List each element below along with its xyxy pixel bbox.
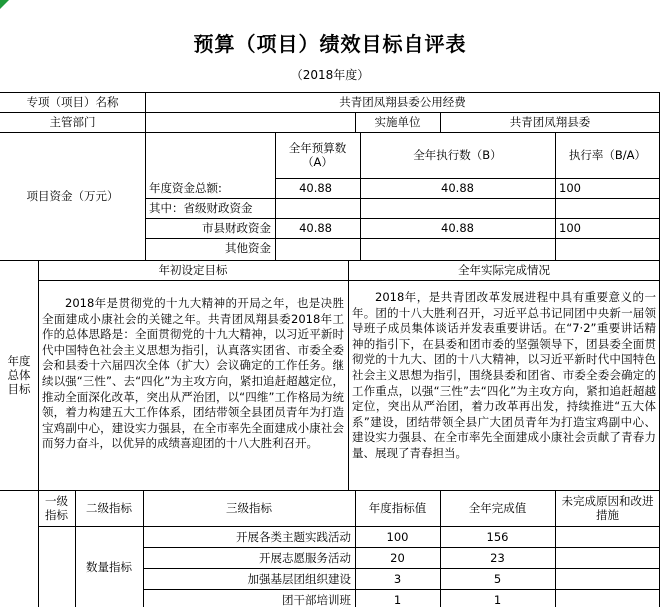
goals-set-header: 年初设定目标 bbox=[158, 263, 228, 277]
dept-value bbox=[145, 112, 355, 132]
indicator-target: 100 bbox=[386, 529, 409, 544]
funds-row-label: 其他资金 bbox=[225, 241, 271, 255]
indicator-actual: 1 bbox=[493, 592, 502, 607]
funds-col-budget: 全年预算数（A） bbox=[288, 141, 347, 169]
indicator-name: 团干部培训班 bbox=[282, 592, 351, 607]
funds-row-exec bbox=[360, 198, 555, 218]
funds-col-exec: 全年执行数（B） bbox=[413, 148, 502, 162]
indicator-actual: 156 bbox=[486, 529, 509, 544]
indicator-reason bbox=[555, 568, 660, 589]
ind-group-label: 数量指标 bbox=[86, 559, 132, 574]
funds-label: 项目资金（万元） bbox=[26, 189, 119, 203]
funds-row-label: 年度资金总额: bbox=[149, 181, 222, 195]
form-year: （2018年度） bbox=[290, 68, 370, 82]
funds-row-exec: 40.88 bbox=[441, 221, 474, 235]
indicator-name: 开展各类主题实践活动 bbox=[236, 529, 351, 544]
funds-row-rate bbox=[555, 238, 660, 258]
indicator-actual: 23 bbox=[490, 550, 505, 565]
goals-set-text: 2018年是贯彻党的十九大精神的开局之年，也是决胜全面建成小康社会的关键之年。共青团凤翔县委2018年工作的总体思路是：全面贯彻党的十九大精神，以习近平新时代中国特色社会主义思想为指引，认真落实团省、市委全委会和县委十六届四次全体（扩大）会议确定的工作任务。继续以强“三性”、去“四化”为主攻方向，紧扣追赶超越定位，推动全面深化改革，突出从严治团，以“四维”工作格局为统领，着力构建五大工作体系，团结带领全县团员青年为打造宝鸡副中心，建设实力强县，在全市率先全面建成小康社会而努力奋斗，以优异的成绩喜迎团的十八大胜利召开。 bbox=[42, 296, 344, 451]
funds-row-budget: 40.88 bbox=[299, 181, 332, 195]
funds-row-label: 其中：省级财政资金 bbox=[149, 201, 253, 215]
dept-label: 主管部门 bbox=[49, 115, 96, 129]
indicator-reason bbox=[555, 526, 660, 547]
project-name-label: 专项（项目）名称 bbox=[26, 95, 119, 109]
cell-corner-marker bbox=[0, 0, 9, 9]
grid-line bbox=[38, 280, 660, 281]
ind-col-target: 年度指标值 bbox=[368, 501, 427, 515]
goals-done-text: 2018年，是共青团改革发展进程中具有重要意义的一年。团的十八大胜利召开，习近平总书记同团中央新一届领导班子成员集体谈话并发表重要讲话。在“7·2”重要讲话精神的指引下，在县委和团市委的坚强领导下，团县委全面贯彻党的十九大、团的十八大精神，以习近平新时代中国特色社会主义思想为指引，围绕县委和团省、市委全委会确定的工作重点，以强“三性”去“四化”为主攻方向，紧扣追赶超越定位，突出从严治团，着力改革再出发，持续推进“五大体系”建设，团结带领全县广大团员青年为打造宝鸡副中心、建设实力强县、在全市率先全面建成小康社会贡献了青春力量、展现了青春担当。 bbox=[352, 290, 656, 460]
ind-col-level3: 三级指标 bbox=[226, 501, 272, 515]
ind-col-level1: 一级指标 bbox=[45, 494, 68, 522]
funds-col-rate: 执行率（B/A） bbox=[568, 148, 647, 162]
funds-row-rate: 100 bbox=[559, 221, 581, 235]
impl-label: 实施单位 bbox=[374, 115, 421, 129]
indicator-target: 20 bbox=[390, 550, 405, 565]
indicator-target: 3 bbox=[393, 571, 402, 586]
indicator-name: 开展志愿服务活动 bbox=[259, 550, 351, 565]
project-name-value: 共青团凤翔县委公用经费 bbox=[339, 95, 466, 109]
funds-row-budget bbox=[275, 238, 360, 258]
funds-row-exec: 40.88 bbox=[441, 181, 474, 195]
funds-row-label: 市县财政资金 bbox=[202, 221, 271, 235]
funds-row-budget bbox=[275, 198, 360, 218]
goals-done-header: 全年实际完成情况 bbox=[458, 263, 550, 277]
funds-row-rate bbox=[555, 198, 660, 218]
ind-col-level2: 二级指标 bbox=[86, 501, 132, 515]
indicator-reason bbox=[555, 547, 660, 568]
funds-row-exec bbox=[360, 238, 555, 258]
funds-row-rate: 100 bbox=[559, 181, 581, 195]
indicator-name: 加强基层团组织建设 bbox=[247, 571, 351, 586]
ind-col-reason: 未完成原因和改进措施 bbox=[561, 494, 654, 522]
funds-row-budget: 40.88 bbox=[299, 221, 332, 235]
grid-line bbox=[38, 260, 39, 607]
form-title: 预算（项目）绩效目标自评表 bbox=[193, 32, 467, 56]
indicator-actual: 5 bbox=[493, 571, 502, 586]
impl-value: 共青团凤翔县委 bbox=[509, 115, 591, 129]
ind-col-actual: 全年完成值 bbox=[468, 501, 527, 515]
grid-line bbox=[348, 260, 349, 490]
indicator-target: 1 bbox=[393, 592, 402, 607]
goals-label: 年度总体目标 bbox=[7, 354, 31, 396]
